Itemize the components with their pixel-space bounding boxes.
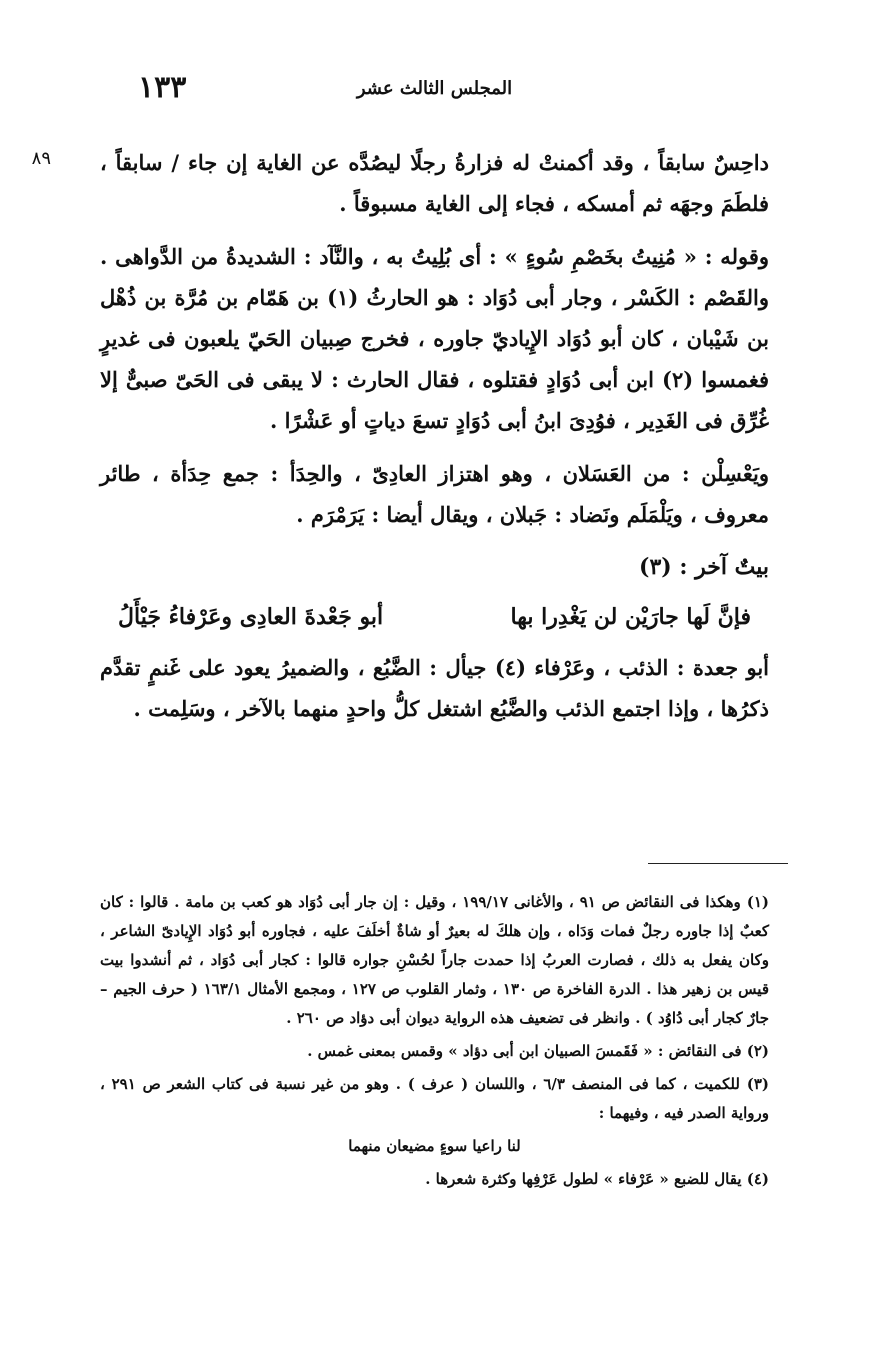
running-title: المجلس الثالث عشر [356, 78, 513, 99]
paragraph-1: داحِسٌ سابقاً ، وقد أكمنتْ له فزارةُ رجلًا ليصُدَّه عن الغاية إن جاء / سابقاً ، فلطَمَ وجهَه ثم أمسكه ، فجاء إلى الغاية مسبوقاً . [100, 150, 769, 216]
paragraph-3: ويَعْسِلْن : من العَسَلان ، وهو اهتزاز العادِىّ ، والحِدَأ : جمع حِدَأة ، طائر معروف ، ويَلْمَلَم ونَضاد : جَبلان ، ويقال أيضا : يَرَمْرَم . [100, 461, 769, 527]
verse-first-hemistich: فإنَّ لَها جارَيْن لن يَغْدِرا بها [510, 604, 751, 630]
paragraph-4: أبو جعدة : الذئب ، وعَرْفاء (٤) جيأل : الضَّبُع ، والضميرُ يعود على غَنمٍ تقدَّم ذكرُها ، وإذا اجتمع الذئب والضَّبُع اشتغل كلُّ واحدٍ منهما بالآخر ، وسَلِمت . [100, 655, 770, 721]
poetry-verse [100, 593, 769, 641]
footnote-divider [648, 863, 788, 864]
verse-second-hemistich: أبو جَعْدةَ العادِى وعَرْفاءُ جَيْأَلُ [118, 604, 384, 630]
footnotes [100, 888, 769, 1198]
running-header [100, 70, 769, 106]
page-number: ١٣٣ [138, 70, 187, 105]
verse-heading: بيتٌ آخر : (٣) [639, 554, 769, 580]
footnote-4: (٤) يقال للضبع « عَرْفاء » لطول عَرْفِها وكثرة شعرها . [425, 1170, 769, 1188]
manuscript-folio-number: ٨٩ [31, 148, 51, 169]
main-text [100, 142, 769, 741]
footnote-3: (٣) للكميت ، كما فى المنصف ٦/٣ ، واللسان ( عرف ) . وهو من غير نسبة فى كتاب الشعر ص ٢٩١ ، ورواية الصدر فيه ، وفيهما : [100, 1075, 769, 1122]
footnote-1: (١) وهكذا فى النقائض ص ٩١ ، والأغانى ١٩٩/١٧ ، وقيل : إن جار أبى دُوَاد هو كعب بن مامة . قالوا : كان كعبٌ إذا جاوره رجلٌ فمات وَدَاه ، وإن هلكَ له بعيرٌ أو شاةٌ أخلَفَ عليه ، فجاوره أبو دُوَاد الإِيادىّ الشاعر ، وكان يفعل به ذلك ، فصارت العربُ إذا حمدت جاراً لحُسْنِ جواره قالوا : كجار أبى دُوَاد ، ثم أنشدوا بيت قيس بن زهير هذا . الدرة الفاخرة ص ١٣٠ ، وثمار القلوب ص ١٢٧ ، ومجمع الأمثال ١٦٣/١ ( حرف الجيم – جارٌ كجار أبى دُاوُد ) . وانظر فى تضعيف هذه الرواية ديوان أبى دؤاد ص ٢٦٠ . [100, 893, 769, 1027]
footnote-3-verse: لنا راعيا سوءٍ مضيعان منهما [348, 1137, 521, 1155]
paragraph-2: وقوله : « مُنِيتُ بخَصْمِ سُوءٍ » : أى بُلِيتُ به ، والنَّآد : الشديدةُ من الدَّواهى . والقَصْم : الكَسْر ، وجار أبى دُوَاد : هو الحارثُ (١) بن هَمّام بن مُرَّة بن ذُهْل بن شَيْبان ، كان أبو دُوَاد الإِياديّ جاوره ، فخرج صِبيان الحَيّ يلعبون فى غديرٍ فغمسوا (٢) ابن أبى دُوَادٍ فقتلوه ، فقال الحارث : لا يبقى فى الحَىّ صبىٌّ إلا غُرِّق فى الغَدِير ، فوُدِىَ ابنُ أبى دُوَادٍ تسعَ دياتٍ أو عَشْرًا . [100, 244, 770, 433]
footnote-2: (٢) فى النقائض : « فَقَمسَ الصبيان ابن أبى دؤاد » وقمس بمعنى غمس . [307, 1042, 769, 1060]
